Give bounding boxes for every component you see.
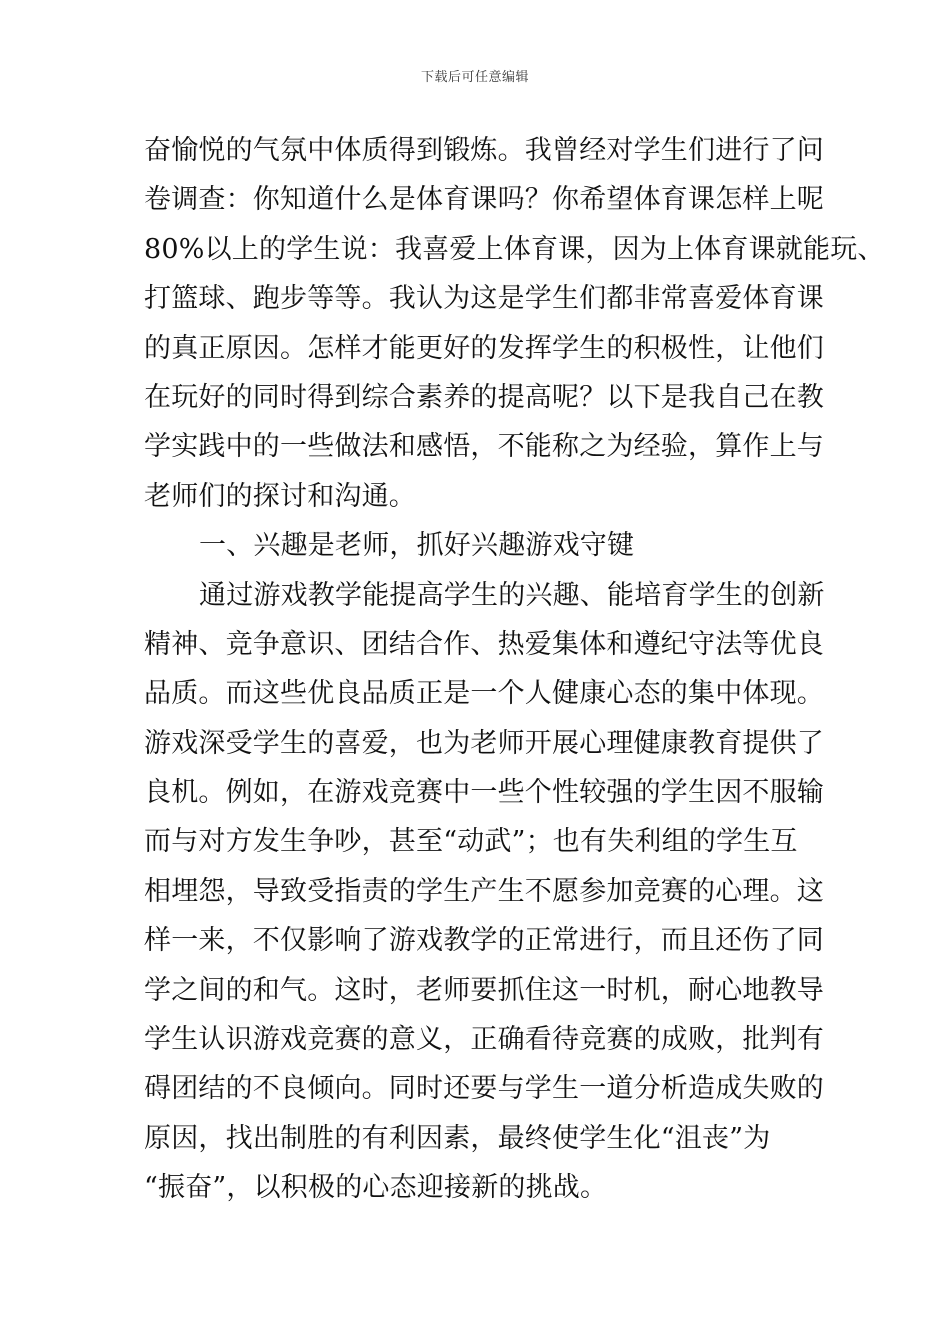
- text-line: 奋愉悦的气氛中体质得到锻炼。我曾经对学生们进行了问: [144, 135, 824, 166]
- text-line: 精神、竞争意识、团结合作、热爱集体和遵纪守法等优良: [144, 628, 824, 660]
- page-header: 下载后可任意编辑: [420, 70, 529, 85]
- text-line: 而与对方发生争吵，甚至“动武”；也有失利组的学生互: [144, 826, 798, 858]
- text-line: 老师们的探讨和沟通。: [144, 480, 416, 512]
- text-line: 学生认识游戏竞赛的意义，正确看待竞赛的成败，批判有: [144, 1024, 824, 1056]
- text-line: 游戏深受学生的喜爱，也为老师开展心理健康教育提供了: [144, 727, 824, 759]
- body-text: [144, 126, 885, 1213]
- text-line: 学实践中的一些做法和感悟，不能称之为经验，算作上与: [144, 431, 824, 463]
- text-line: 的真正原因。怎样才能更好的发挥学生的积极性，让他们: [144, 332, 824, 364]
- section-heading: 一、兴趣是老师，抓好兴趣游戏守键: [199, 530, 635, 562]
- text-line: 学之间的和气。这时，老师要抓住这一时机，耐心地教导: [144, 974, 824, 1006]
- text-line: 打篮球、跑步等等。我认为这是学生们都非常喜爱体育课: [144, 283, 824, 315]
- text-line: 原因，找出制胜的有利因素，最终使学生化“沮丧”为: [144, 1122, 771, 1154]
- text-line: 80%以上的学生说：我喜爱上体育课，因为上体育课就能玩、: [144, 233, 885, 265]
- text-line: 品质。而这些优良品质正是一个人健康心态的集中体现。: [144, 678, 824, 710]
- text-line: 碍团结的不良倾向。同时还要与学生一道分析造成失败的: [144, 1073, 824, 1105]
- text-line: 卷调查：你知道什么是体育课吗？你希望体育课怎样上呢: [144, 184, 824, 216]
- text-line: 在玩好的同时得到综合素养的提高呢？以下是我自己在教: [144, 381, 824, 413]
- paragraph-start-line: 通过游戏教学能提高学生的兴趣、能培育学生的创新: [199, 579, 825, 611]
- text-line: 样一来，不仅影响了游戏教学的正常进行，而且还伤了同: [144, 925, 824, 957]
- text-line: 相埋怨，导致受指责的学生产生不愿参加竞赛的心理。这: [144, 875, 824, 907]
- text-line: “振奋”，以积极的心态迎接新的挑战。: [144, 1172, 608, 1204]
- text-line: 良机。例如，在游戏竞赛中一些个性较强的学生因不服输: [144, 777, 824, 809]
